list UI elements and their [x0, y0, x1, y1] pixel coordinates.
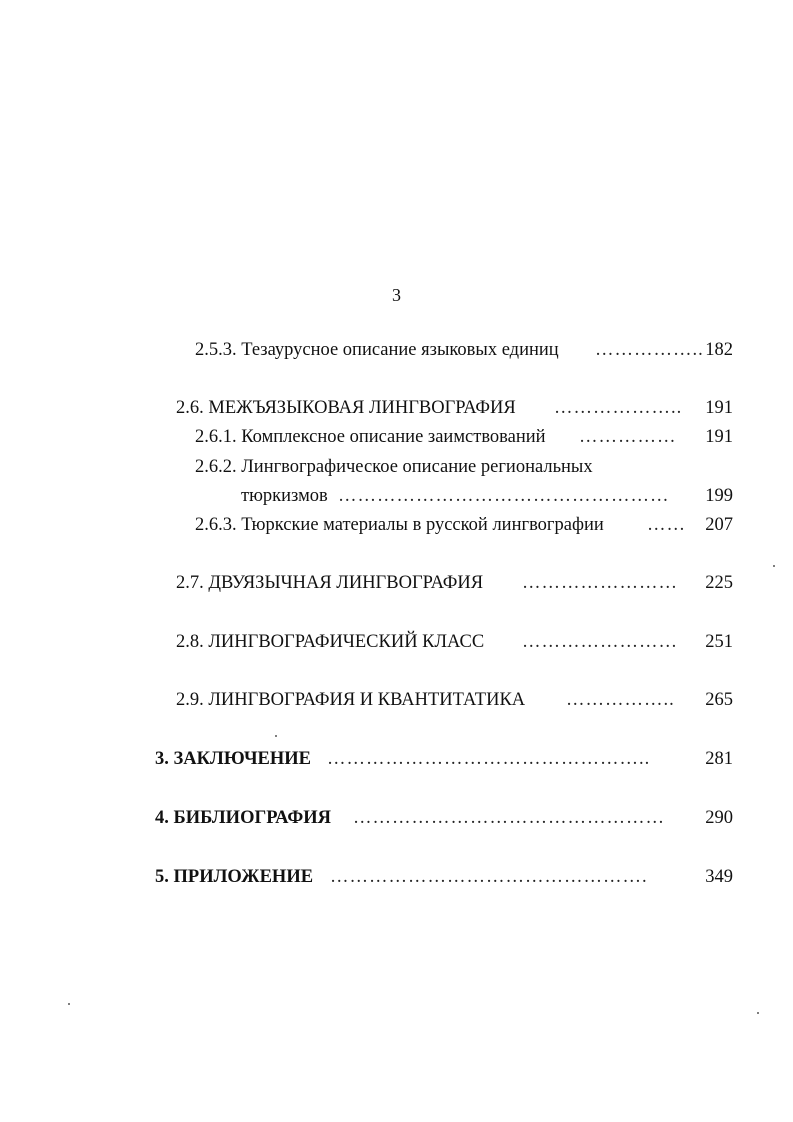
toc-entry-2-6-1: [195, 425, 733, 449]
toc-page-number: 251: [705, 632, 733, 652]
page-number: 3: [392, 285, 401, 305]
toc-leader-dots: …………………………………………..: [327, 749, 651, 769]
toc-entry-title: тюркизмов: [241, 486, 328, 506]
toc-leader-dots: ………………………………………….: [330, 867, 648, 887]
scan-speck: [68, 1003, 70, 1005]
toc-entry-title: 2.5.3. Тезаурусное описание языковых единиц: [195, 340, 559, 360]
toc-leader-dots: ……………………………………………: [338, 486, 670, 506]
toc-entry-title: 2.6.1. Комплексное описание заимствований: [195, 427, 546, 447]
toc-leader-dots: ……………………: [522, 632, 678, 652]
toc-page-number: 225: [705, 573, 733, 593]
toc-entry-4: [155, 806, 733, 830]
scan-speck: [757, 1012, 759, 1014]
toc-entry-2-9: [176, 688, 733, 712]
toc-page-number: 265: [705, 690, 733, 710]
toc-page-number: 191: [705, 398, 733, 418]
toc-entry-2-6-2: [195, 455, 733, 479]
toc-page-number: 207: [705, 515, 733, 535]
toc-entry-2-5-3: [195, 338, 733, 362]
toc-entry-2-6-3: [195, 513, 733, 537]
toc-entry-2-7: [176, 571, 733, 595]
toc-leader-dots: ……………: [579, 427, 677, 447]
toc-leader-dots: ……………..: [566, 690, 675, 710]
toc-entry-3: [155, 747, 733, 771]
toc-entry-title: 2.6.3. Тюркские материалы в русской лингвографии: [195, 515, 604, 535]
toc-page-number: 182: [705, 340, 733, 360]
toc-entry-title: 2.6.2. Лингвографическое описание региональных: [195, 457, 593, 477]
toc-entry-title: 4. БИБЛИОГРАФИЯ: [155, 808, 331, 828]
toc-entry-title: 5. ПРИЛОЖЕНИЕ: [155, 867, 314, 887]
toc-leader-dots: ………………..: [554, 398, 683, 418]
toc-entry-2-6: [176, 396, 733, 420]
toc-leader-dots: ……………..: [595, 340, 704, 360]
toc-leader-dots: …………………………………………: [353, 808, 665, 828]
toc-entry-title: 3. ЗАКЛЮЧЕНИЕ: [155, 749, 311, 769]
toc-page-number: 290: [705, 808, 733, 828]
scan-speck: [773, 565, 775, 567]
toc-entry-title: 2.7. ДВУЯЗЫЧНАЯ ЛИНГВОГРАФИЯ: [176, 573, 484, 593]
toc-entry-title: 2.9. ЛИНГВОГРАФИЯ И КВАНТИТАТИКА: [176, 690, 526, 710]
toc-entry-2-8: [176, 630, 733, 654]
toc-page-number: 199: [705, 486, 733, 506]
toc-leader-dots: ……: [647, 515, 686, 535]
scan-speck: [275, 735, 277, 737]
toc-entry-2-6-2-continuation: [241, 484, 733, 508]
toc-entry-title: 2.8. ЛИНГВОГРАФИЧЕСКИЙ КЛАСС: [176, 632, 485, 652]
toc-leader-dots: ……………………: [522, 573, 678, 593]
toc-page-number: 191: [705, 427, 733, 447]
toc-entry-5: [155, 865, 733, 889]
toc-page-number: 349: [705, 867, 733, 887]
toc-entry-title: 2.6. МЕЖЪЯЗЫКОВАЯ ЛИНГВОГРАФИЯ: [176, 398, 516, 418]
toc-page-number: 281: [705, 749, 733, 769]
